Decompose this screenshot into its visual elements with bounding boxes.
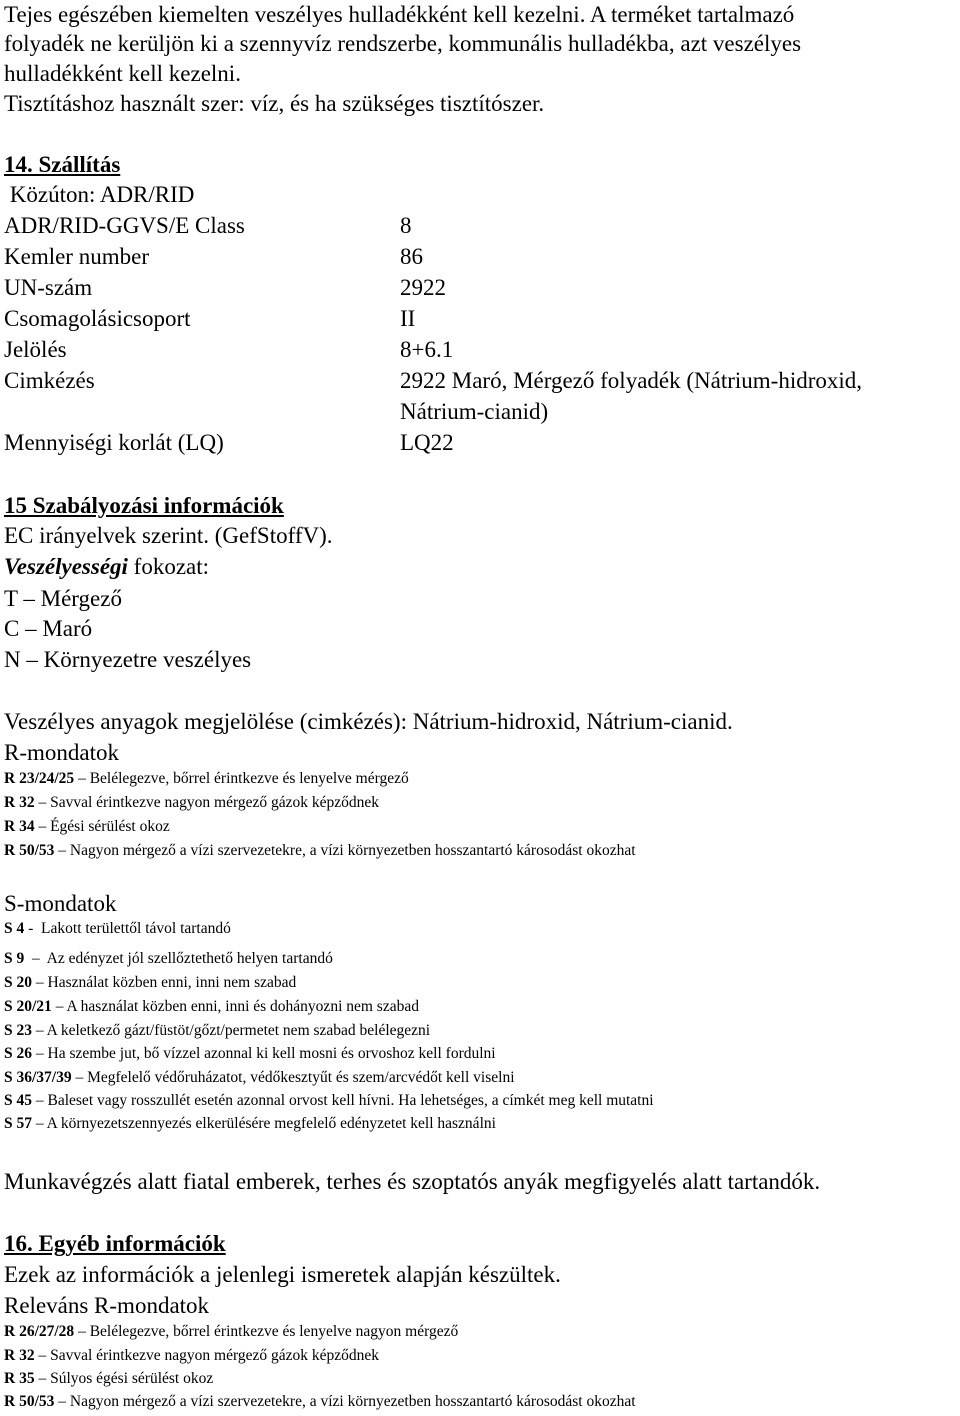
phrase-code: R 23/24/25 — [4, 770, 75, 787]
transport-key: ADR/RID-GGVS/E Class — [4, 213, 245, 238]
transport-value: II — [400, 306, 416, 331]
hazard-item: C – Maró — [4, 616, 93, 641]
phrase-code: R 50/53 — [4, 1393, 55, 1410]
phrase-text: – Használat közben enni, inni nem szabad — [32, 974, 297, 991]
phrase-code: R 26/27/28 — [4, 1323, 75, 1340]
phrase-text: – Az edényzet jól szellőztethető helyen tartandó — [24, 950, 333, 967]
phrase-text: – A környezetszennyezés elkerülésére megfelelő edényzetet kell használni — [32, 1115, 496, 1132]
transport-key: Kemler number — [4, 244, 149, 269]
transport-value: Nátrium-cianid) — [400, 399, 549, 424]
phrase-code: R 35 — [4, 1370, 35, 1387]
r-phrase — [4, 816, 170, 838]
regulation-line: EC irányelvek szerint. (GefStoffV). — [4, 523, 333, 548]
r-phrases-title: R-mondatok — [4, 740, 119, 765]
transport-value: 2922 Maró, Mérgező folyadék (Nátrium-hidroxid, — [400, 368, 863, 393]
r-phrase — [4, 1391, 636, 1413]
s-phrase — [4, 918, 231, 940]
transport-value: 8+6.1 — [400, 337, 454, 362]
phrase-text: – Nagyon mérgező a vízi szervezetekre, a vízi környezetben hosszantartó károsodást okozhat — [54, 842, 636, 859]
transport-value: LQ22 — [400, 430, 454, 455]
s-phrase — [4, 972, 296, 994]
section-16-heading: 16. Egyéb információk — [4, 1231, 226, 1256]
section-14-subheading: Közúton: ADR/RID — [4, 182, 195, 207]
s-phrase — [4, 1090, 654, 1112]
phrase-text: - Lakott területtől távol tartandó — [24, 920, 231, 937]
phrase-text: – Súlyos égési sérülést okoz — [34, 1370, 214, 1387]
transport-value: 2922 — [400, 275, 446, 300]
hazard-marking-line: Veszélyes anyagok megjelölése (cimkézés): Nátrium-hidroxid, Nátrium-cianid. — [4, 709, 733, 734]
phrase-text: – Savval érintkezve nagyon mérgező gázok képződnek — [34, 794, 380, 811]
phrase-code: R 34 — [4, 818, 35, 835]
s-phrase — [4, 996, 419, 1018]
intro-line-4: Tisztításhoz használt szer: víz, és ha szükséges tisztítószer. — [4, 91, 545, 116]
phrase-code: S 45 — [4, 1092, 32, 1109]
section-14-heading: 14. Szállítás — [4, 152, 121, 177]
phrase-code: S 36/37/39 — [4, 1069, 72, 1086]
intro-line-3: hulladékként kell kezelni. — [4, 61, 241, 86]
phrase-text: – Égési sérülést okoz — [34, 818, 170, 835]
transport-key: UN-szám — [4, 275, 93, 300]
r-phrase — [4, 840, 636, 862]
s-phrase — [4, 948, 333, 970]
phrase-code: S 20 — [4, 974, 32, 991]
r-phrase — [4, 1345, 379, 1367]
r-phrase — [4, 1368, 213, 1390]
work-note: Munkavégzés alatt fiatal emberek, terhes és szoptatós anyák megfigyelés alatt tartandók. — [4, 1169, 821, 1194]
s-phrase — [4, 1020, 430, 1042]
s-phrases-title: S-mondatok — [4, 891, 117, 916]
phrase-code: R 32 — [4, 1347, 35, 1364]
transport-key: Cimkézés — [4, 368, 95, 393]
transport-value: 86 — [400, 244, 423, 269]
info-line: Ezek az információk a jelenlegi ismeretek alapján készültek. — [4, 1262, 561, 1287]
phrase-text: – Savval érintkezve nagyon mérgező gázok képződnek — [34, 1347, 380, 1364]
phrase-text: – A használat közben enni, inni és dohányozni nem szabad — [51, 998, 419, 1015]
s-phrase — [4, 1043, 496, 1065]
transport-key: Csomagolásicsoport — [4, 306, 191, 331]
r-phrase — [4, 768, 409, 790]
transport-key: Mennyiségi korlát (LQ) — [4, 430, 224, 455]
hazard-level-word: Veszélyességi — [4, 554, 128, 579]
hazard-level-line — [4, 552, 209, 582]
phrase-code: S 57 — [4, 1115, 32, 1132]
transport-key: Jelölés — [4, 337, 67, 362]
phrase-text: – Belélegezve, bőrrel érintkezve és lenyelve nagyon mérgező — [74, 1323, 459, 1340]
r-phrase — [4, 1321, 458, 1343]
phrase-code: S 4 — [4, 920, 25, 937]
phrase-code: R 32 — [4, 794, 35, 811]
phrase-text: – Belélegezve, bőrrel érintkezve és lenyelve mérgező — [74, 770, 409, 787]
phrase-code: S 20/21 — [4, 998, 52, 1015]
hazard-level-rest: fokozat: — [127, 554, 210, 579]
phrase-code: S 9 — [4, 950, 25, 967]
phrase-text: – Megfelelő védőruházatot, védőkesztyűt és szem/arcvédőt kell viselni — [71, 1069, 515, 1086]
phrase-text: – Ha szembe jut, bő vízzel azonnal ki kell mosni és orvoshoz kell fordulni — [32, 1045, 496, 1062]
phrase-text: – A keletkező gázt/füstöt/gőzt/permetet nem szabad belélegezni — [32, 1022, 431, 1039]
r-phrase — [4, 792, 379, 814]
hazard-item: N – Környezetre veszélyes — [4, 647, 252, 672]
section-15-heading: 15 Szabályozási információk — [4, 493, 284, 518]
relevant-r-phrases-title: Releváns R-mondatok — [4, 1293, 210, 1318]
phrase-code: S 23 — [4, 1022, 32, 1039]
phrase-text: – Baleset vagy rosszullét esetén azonnal orvost kell hívni. Ha lehetséges, a címkét meg kell mutatni — [32, 1092, 654, 1109]
s-phrase — [4, 1113, 496, 1135]
s-phrase — [4, 1067, 515, 1089]
hazard-item: T – Mérgező — [4, 586, 122, 611]
phrase-code: R 50/53 — [4, 842, 55, 859]
intro-line-2: folyadék ne kerüljön ki a szennyvíz rendszerbe, kommunális hulladékba, azt veszélyes — [4, 31, 802, 56]
phrase-text: – Nagyon mérgező a vízi szervezetekre, a vízi környezetben hosszantartó károsodást okozhat — [54, 1393, 636, 1410]
intro-line-1: Tejes egészében kiemelten veszélyes hulladékként kell kezelni. A terméket tartalmazó — [4, 2, 795, 27]
transport-value: 8 — [400, 213, 412, 238]
phrase-code: S 26 — [4, 1045, 32, 1062]
